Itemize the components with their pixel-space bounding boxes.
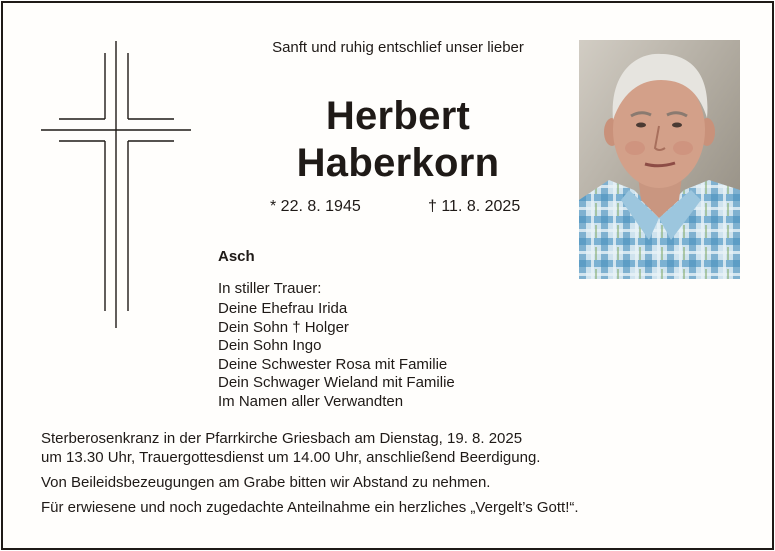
service-line: Sterberosenkranz in der Pfarrkirche Griesbach am Dienstag, 19. 8. 2025	[41, 430, 523, 447]
mourner-item: Deine Ehefrau Irida	[218, 300, 348, 317]
birth-date: * 22. 8. 1945	[270, 198, 361, 215]
service-info	[41, 429, 741, 517]
mourner-item: Dein Sohn Ingo	[218, 337, 322, 355]
obituary-notice	[1, 1, 774, 550]
cross-icon	[41, 41, 191, 331]
mourner-item: Dein Schwager Wieland mit Familie	[218, 374, 455, 392]
intro-text: Sanft und ruhig entschlief unser lieber	[272, 39, 524, 56]
mourner-item: Dein Sohn † Holger	[218, 318, 349, 336]
mourner-item: Im Namen aller Verwandten	[218, 392, 404, 410]
condolence-note: Von Beileidsbezeugungen am Grabe bitten wir Abstand zu nehmen.	[41, 474, 491, 491]
first-name: Herbert	[325, 94, 471, 138]
death-date: † 11. 8. 2025	[428, 198, 521, 215]
place-name: Asch	[218, 248, 255, 265]
portrait-photo	[579, 40, 740, 279]
thanks-note: Für erwiesene und noch zugedachte Anteilnahme ein herzliches „Vergelt’s Gott!“.	[41, 499, 579, 516]
service-line: um 13.30 Uhr, Trauergottesdienst um 14.00 Uhr, anschließend Beerdigung.	[41, 449, 541, 466]
last-name: Haberkorn	[296, 141, 500, 185]
mourner-item: Deine Schwester Rosa mit Familie	[218, 355, 448, 373]
mourners-list	[218, 300, 455, 412]
mourning-heading: In stiller Trauer:	[218, 280, 322, 297]
deceased-name	[228, 93, 568, 187]
